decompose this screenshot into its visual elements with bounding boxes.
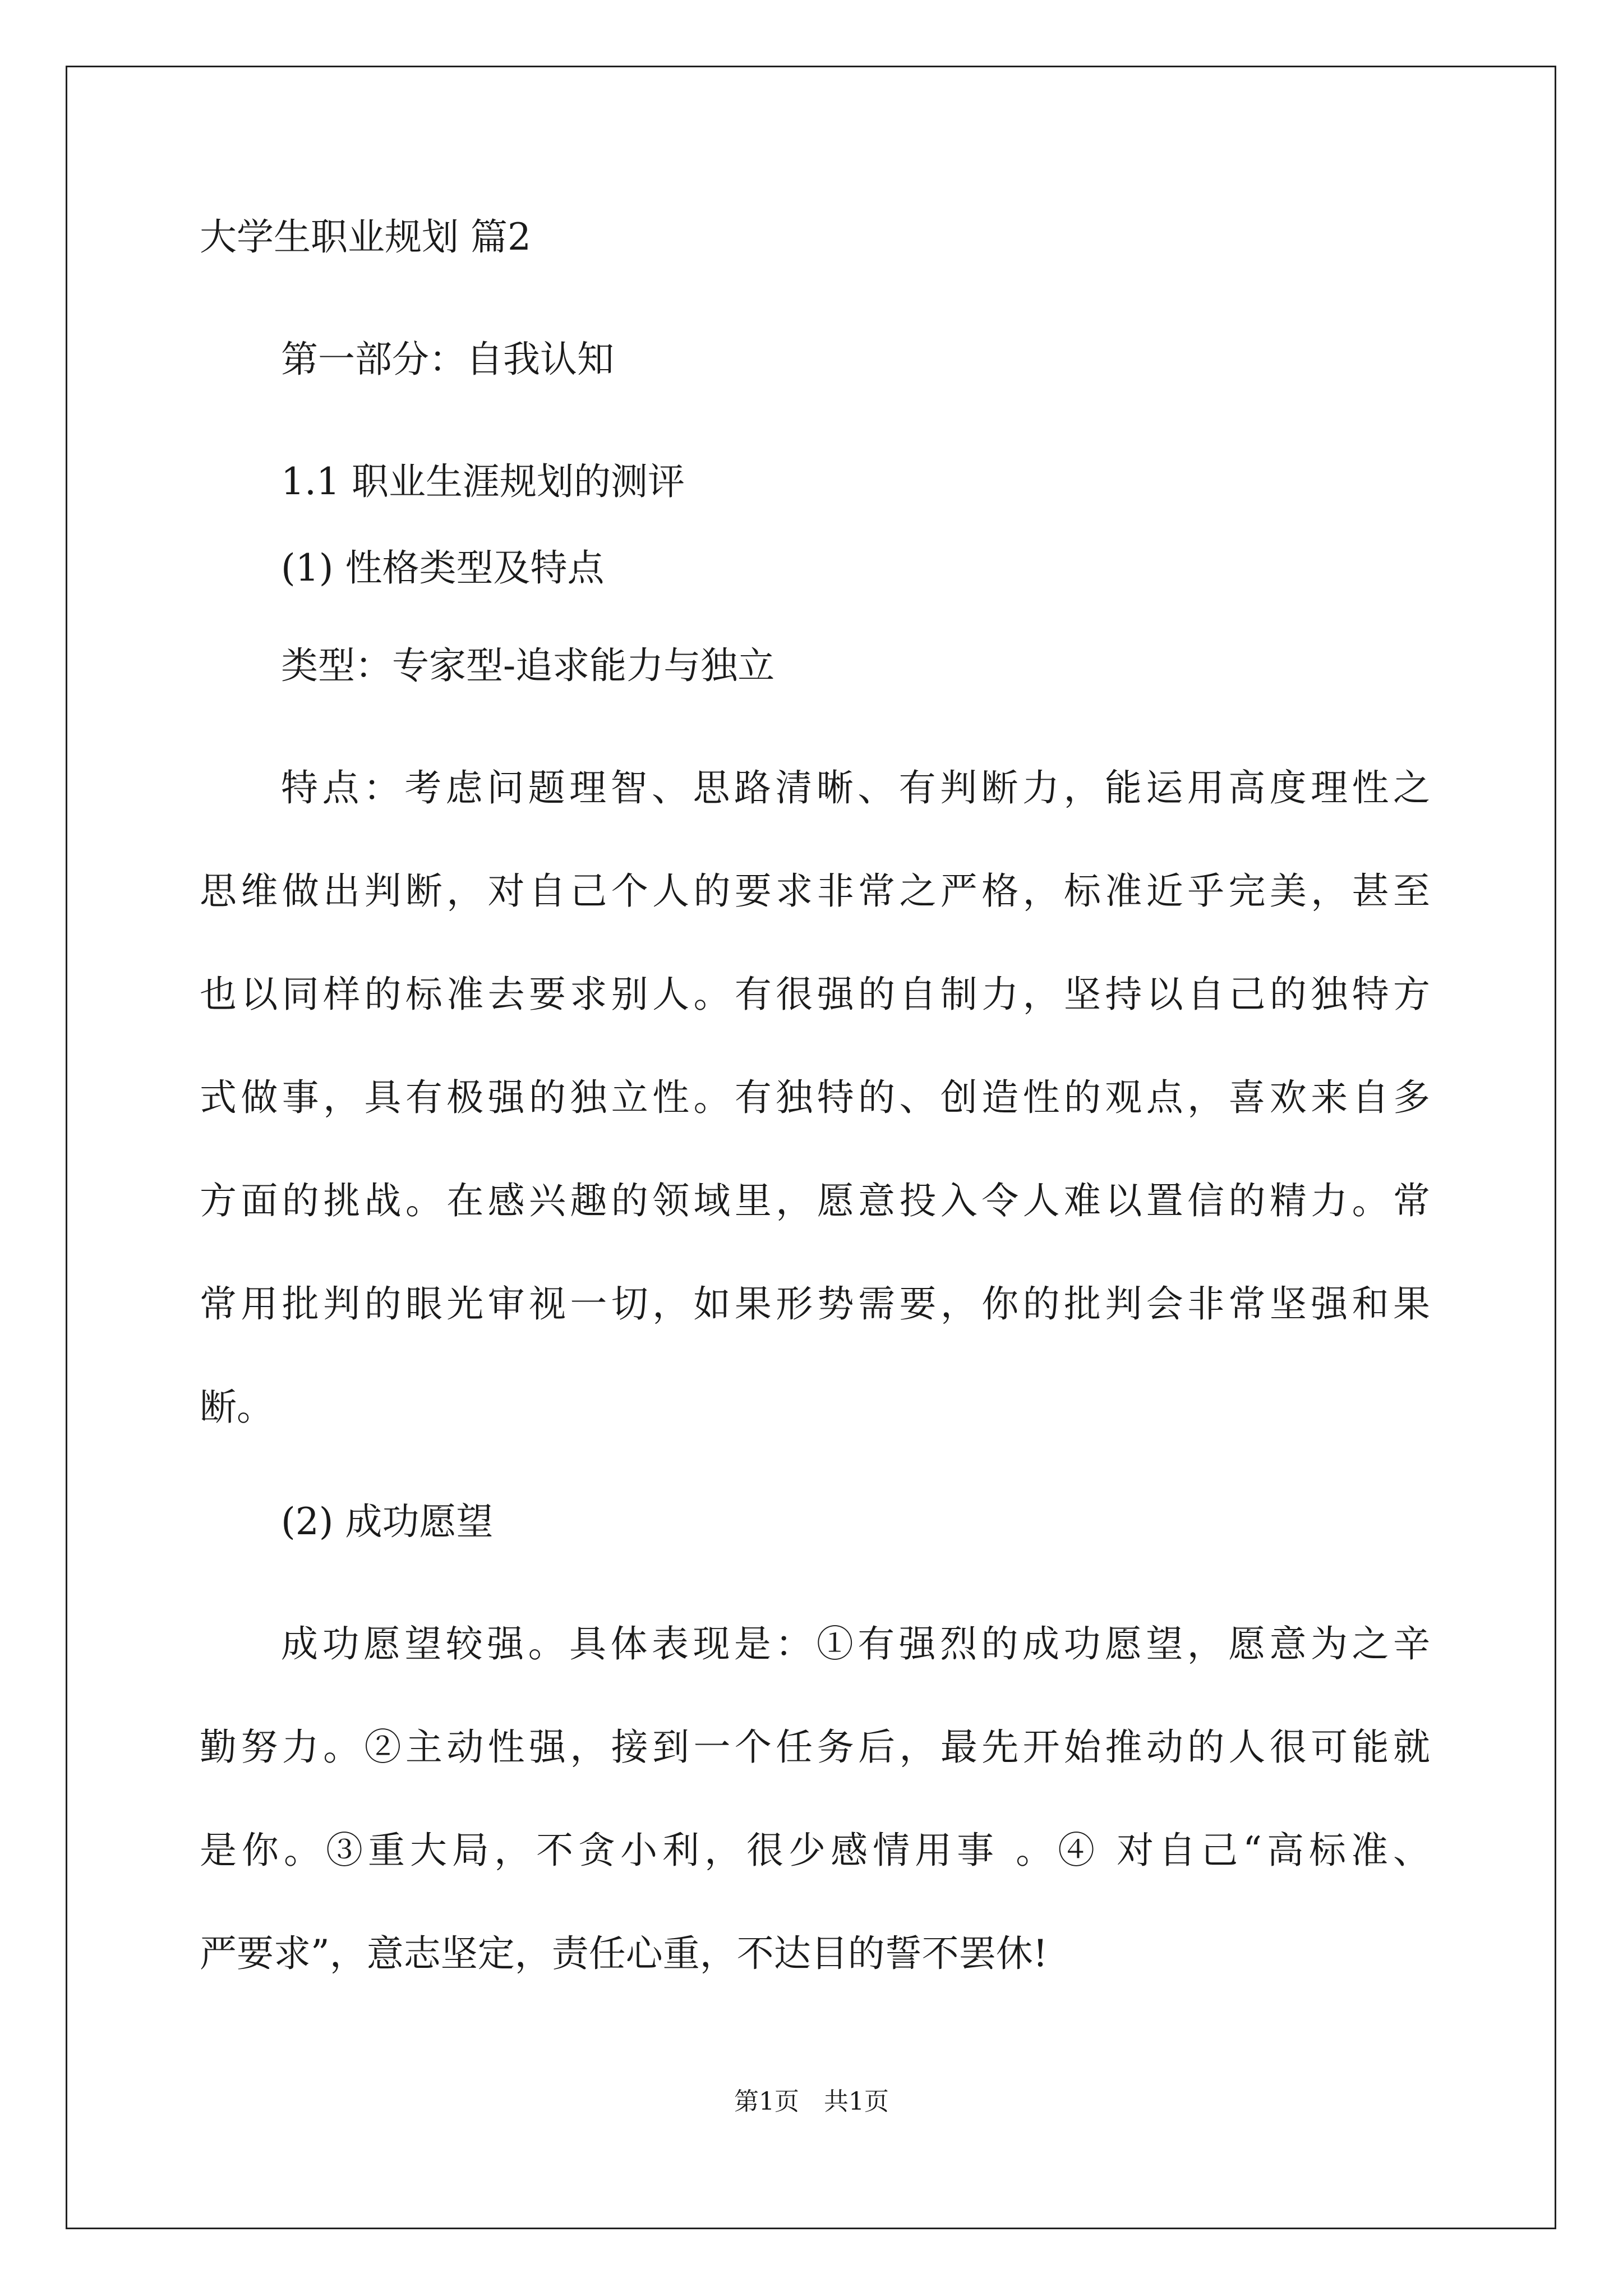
subsection-heading: 1.1 职业生涯规划的测评: [281, 460, 685, 503]
traits-paragraph-line: 式做事，具有极强的独立性。有独特的、创造性的观点，喜欢来自多: [200, 1076, 1430, 1119]
type-line: 类型：专家型-追求能力与独立: [281, 644, 775, 687]
page-number-total: 共1页: [824, 2087, 889, 2116]
item-heading-personality: (1) 性格类型及特点: [281, 546, 605, 590]
item-heading-success: (2) 成功愿望: [281, 1500, 494, 1543]
page-number-current: 第1页: [734, 2087, 799, 2116]
section-heading: 第一部分：自我认知: [281, 338, 614, 381]
page-footer: [0, 2087, 1623, 2116]
page-border: [66, 66, 1556, 2229]
traits-paragraph-line: 断。: [200, 1386, 274, 1429]
traits-paragraph-line: 方面的挑战。在感兴趣的领域里，愿意投入令人难以置信的精力。常: [200, 1179, 1430, 1222]
success-paragraph-line: 是你。③重大局，不贪小利，很少感情用事 。④ 对自己“高标准、: [200, 1829, 1430, 1872]
traits-paragraph-line: 思维做出判断，对自己个人的要求非常之严格，标准近乎完美，甚至: [200, 869, 1430, 913]
success-paragraph-line: 勤努力。②主动性强，接到一个任务后，最先开始推动的人很可能就: [200, 1726, 1430, 1769]
success-paragraph-line: 严要求”，意志坚定，责任心重，不达目的誓不罢休!: [200, 1932, 1048, 1975]
traits-paragraph-line: 常用批判的眼光审视一切，如果形势需要，你的批判会非常坚强和果: [200, 1282, 1430, 1326]
success-paragraph-line: 成功愿望较强。具体表现是：①有强烈的成功愿望，愿意为之辛: [281, 1622, 1430, 1665]
traits-paragraph-line: 也以同样的标准去要求别人。有很强的自制力，坚持以自己的独特方: [200, 973, 1430, 1016]
document-title: 大学生职业规划 篇2: [200, 215, 531, 259]
traits-paragraph-line: 特点：考虑问题理智、思路清晰、有判断力，能运用高度理性之: [281, 766, 1430, 809]
